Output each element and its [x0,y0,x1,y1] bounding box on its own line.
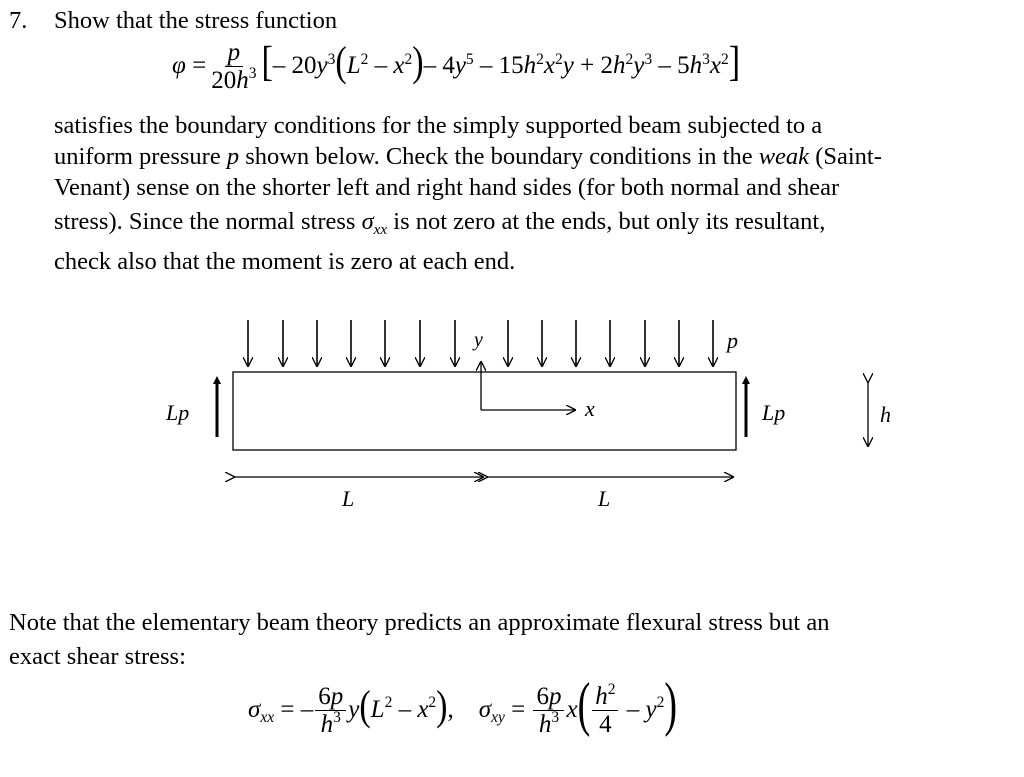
paragraph-line-5: check also that the moment is zero at each end. [54,248,516,275]
beam-diagram [0,300,1024,530]
paragraph-line-1: satisfies the boundary conditions for the simply supported beam subjected to a [54,112,823,139]
paragraph-line-4: stress). Since the normal stress $\sigma_{xx}$ is not zero at the ends, but only its resultant, [54,208,826,239]
beam-rectangle [233,372,736,450]
paragraph-line-2: uniform pressure p shown below. Check the boundary conditions in the weak (Saint- [54,143,882,170]
label-l-right: L [598,486,611,511]
beam-theory-equations: $\sigma_{xx}$ = – $\frac{6p}{h^3}$ $y(L^2 - x^2)$, $\sigma_{xy}$ = $\frac{6p}{h^3}$ x( $\frac{h^2}{4}$ – $y^2$) [248,671,677,739]
label-lp-left: Lp [166,400,190,425]
label-l-left: L [342,486,355,511]
label-y: y [474,329,483,351]
problem-intro: Show that the stress function [54,7,338,34]
label-x: x [585,396,595,421]
problem-number: 7. [9,7,28,34]
paragraph-line-3: Venant) sense on the shorter left and right hand sides (for both normal and shear [54,174,840,201]
label-h: h [880,402,891,427]
label-p: p [727,328,738,353]
label-lp-right: Lp [762,400,786,425]
note-line-1: Note that the elementary beam theory predicts an approximate flexural stress but an [9,609,830,636]
note-line-2: exact shear stress: [9,643,186,670]
stress-function-equation: φ = $\frac{p}{20h^3}$ [– $20y^3(L^2 - x^2)-$ $4y^5 - 15h^2x^2y + 2h^2y^3 - 5h^3x^2$] [172,39,741,94]
